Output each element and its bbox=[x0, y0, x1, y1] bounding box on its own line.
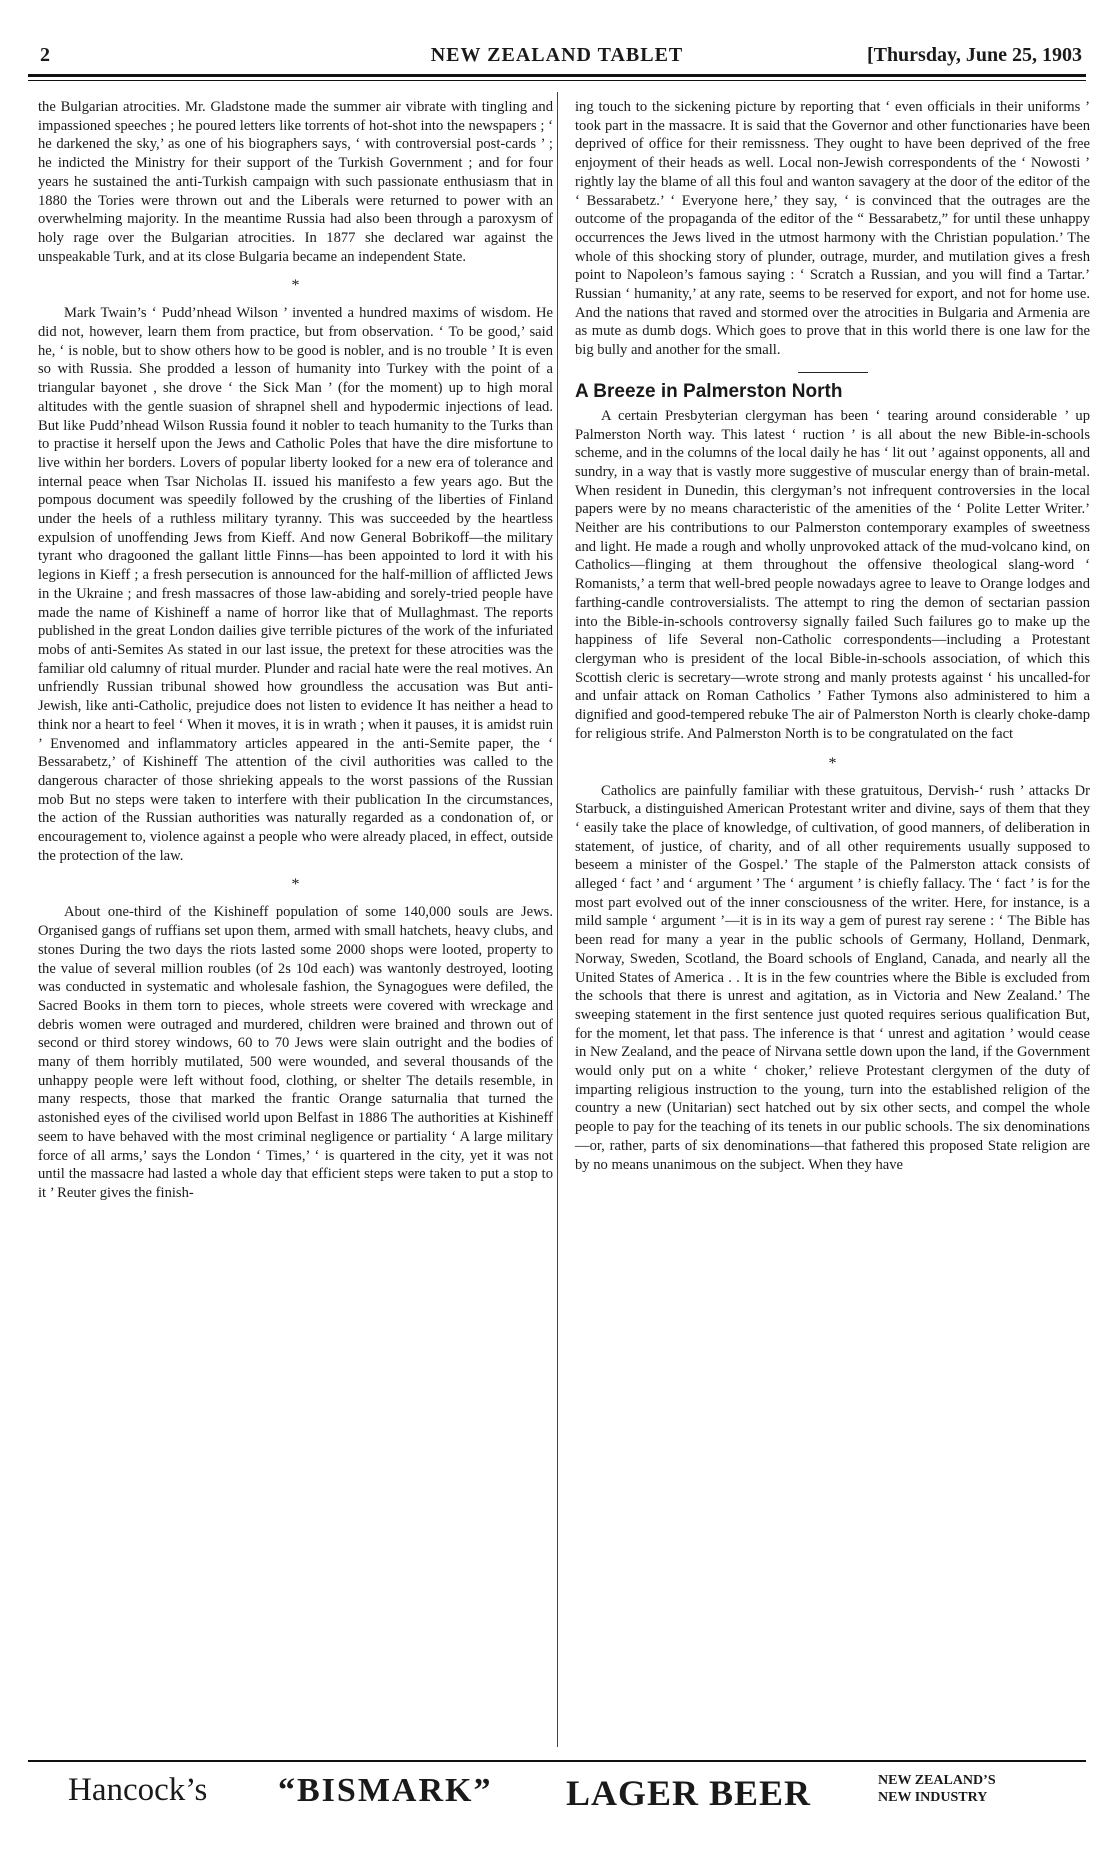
article-paragraph: Mark Twain’s ‘ Pudd’nhead Wilson ’ invented a hundred maxims of wisdom. He did not, however, learn them from practice, but from observation. ‘ To be good,’ said he, ‘ is noble, but to show others how to be good is nobler, and is no trouble ’ It is even so with Russia. She prodded a lesson of humanity into Turkey with the point of a triangular bayonet , she drove ‘ the Sick Man ’ (for the moment) up to high moral altitudes with the gentle suasion of shrapnel shell and hypodermic injections of lead. But like Pudd’nhead Wilson Russia found it nobler to teach humanity to the Turks than to practise it herself upon the Jews and Catholic Poles that have the dire misfortune to live within her borders. Lovers of popular liberty looked for a new era of tolerance and internal peace when Tsar Nicholas II. issued his manifesto a few years ago. But the pompous document was speedily followed by the crushing of the liberties of Finland under the heels of a ruthless military tyranny. This was succeeded by the heartless expulsion of unoffending Jews from Kieff. And now General Bobrikoff—the military tyrant who dragooned the gallant little Finns—has been appointed to lord it with his legions in Kieff ; a fresh persecution is announced for the half-million of afflicted Jews in the Ukraine ; and fresh massacres of those law-abiding and sorely-tried people have made the name of Kishineff a name of horror like that of Mullaghmast. The reports published in the great London dailies give terrible pictures of the work of the infuriated mobs of anti-Semites As stated in our last issue, the pretext for these atrocities was the familiar old calumny of ritual murder. Plunder and racial hate were the real motives. An unfriendly Russian tribunal showed how groundless the accusation was But anti-Jewish, like anti-Catholic, prejudice does not listen to evidence It has neither a head to think nor a heart to feel ‘ When it moves, it is in wrath ; when it pauses, it is amidst ruin ’ Envenomed and inflammatory articles appeared in the anti-Semite paper, the ‘ Bessarabetz,’ of Kishineff The attention of the civil authorities was called to the dangerous character of those shrieking appeals to the worst passions of the Russian mob But no steps were taken to interfere with their publication In the circumstances, the action of the Russian authorities was naturally regarded as a condonation of, or encouragement to, violence against a people who were already placed, in effect, outside the protection of the law. bbox=[38, 305, 553, 864]
ad-tagline-line2: NEW INDUSTRY bbox=[878, 1790, 988, 1805]
column-divider bbox=[557, 92, 558, 1747]
issue-date: [Thursday, June 25, 1903 bbox=[866, 44, 1082, 66]
page-header bbox=[28, 40, 1086, 72]
footer-rule bbox=[28, 1760, 1086, 1762]
header-rule-thin bbox=[28, 80, 1086, 81]
article-paragraph: the Bulgarian atrocities. Mr. Gladstone made the summer air vibrate with tingling and impassioned speeches ; he poured letters like torrents of hot-shot into the newspapers ; ‘ he darkened the sky,’ as one of his biographers says, ‘ with controversial post-cards ’ ; he indicted the Ministry for their support of the Turkish Government ; and for four years he sustained the anti-Turkish campaign with such passionate enthusiasm that in 1880 the Tories were thrown out and the Liberals were returned to power with an overwhelming majority. In the meantime Russia had also been through a paroxysm of holy rage over the Bulgarian atrocities. In 1877 she declared war against the unspeakable Turk, and at its close Bulgaria became an independent State. bbox=[38, 99, 553, 265]
left-column bbox=[38, 98, 553, 1203]
article-paragraph: Catholics are painfully familiar with these gratuitous, Dervish-‘ rush ’ attacks Dr Starbuck, a distinguished American Protestant writer and divine, says of them that they ‘ easily take the place of knowledge, of cultivation, of good manners, of deliberation in statement, of justice, of charity, and of all other requirements usually supposed to beseem a minister of the Gospel.’ The staple of the Palmerston attack consists of alleged ‘ fact ’ and ‘ argument ’ The ‘ argument ’ is chiefly fallacy. The ‘ fact ’ is for the most part evolved out of the inner consciousness of the writer. Here, for instance, is a mild sample ‘ argument ’—it is in its way a gem of purest ray serene : ‘ The Bible has been read for many a year in the public schools of Germany, Holland, Denmark, Norway, Sweden, Scotland, the Board schools of England, Canada, and nearly all the United States of America . . It is in the few countries where the Bible is excluded from the schools that there is unrest and agitation, as in Victoria and New Zealand.’ The sweeping statement in the first sentence just quoted requires serious qualification But, for the moment, let that pass. The inference is that ‘ unrest and agitation ’ would cease in New Zealand, and the peace of Nirvana settle down upon the land, if the Government would only put on a white ‘ choker,’ relieve Protestant clergymen of the duty of imparting religious instruction to the young, turn into the established religion of the country a new (Unitarian) sect hatched out by six other sects, and compel the whole people to pay for the teaching of its tenets in our public schools. The six denominations—or, rather, parts of six denominations—that fathered this proposed State religion are by no means unanimous on the subject. When they have bbox=[575, 782, 1090, 1173]
separator-star: * bbox=[291, 876, 300, 894]
ad-tagline-line1: NEW ZEALAND’S bbox=[878, 1773, 996, 1788]
ad-brand: Hancock’s bbox=[68, 1772, 208, 1808]
section-divider bbox=[798, 372, 868, 373]
ad-type: LAGER BEER bbox=[566, 1773, 812, 1813]
article-paragraph: ing touch to the sickening picture by reporting that ‘ even officials in their uniforms ’ took part in the massacre. It is said that the Governor and other functionaries have been deprived of office for their remissness. They ought to have been deprived of the free enjoyment of their heads as well. Local non-Jewish correspondents of the ‘ Nowosti ’ rightly lay the blame of all this foul and wanton savagery at the door of the editor of the ‘ Bessarabetz.’ ‘ Everyone here,’ they say, ‘ is convinced that the outrages are the outcome of the propaganda of the editor of the “ Bessarabetz,” for until these unhappy occurrences the Jews lived in the utmost harmony with the Christian population.’ The whole of this shocking story of plunder, outrage, murder, and mutilation gives a fresh point to Napoleon’s famous saying : ‘ Scratch a Russian, and you will find a Tartar.’ Russian ‘ humanity,’ at any rate, seems to be reserved for export, and not for home use. And the nations that raved and stormed over the atrocities in Bulgaria and Armenia are as mute as dumb dogs. Which goes to prove that in this world there is one law for the big bully and another for the small. bbox=[575, 99, 1090, 359]
header-rule bbox=[28, 74, 1086, 77]
publication-title: NEW ZEALAND TABLET bbox=[430, 44, 684, 66]
advertisement-banner bbox=[28, 1768, 1086, 1828]
article-paragraph: A certain Presbyterian clergyman has been ‘ tearing around considerable ’ up Palmerston North way. This latest ‘ ruction ’ is all about the new Bible-in-schools scheme, and in the columns of the local daily he has ‘ lit out ’ against opponents, all and sundry, in a way that is vastly more suggestive of muscular energy than of brain-metal. When resident in Dunedin, this clergyman’s not infrequent controversies in the local papers were by no means characteristic of the amenities of the ‘ Polite Letter Writer.’ Neither are his contributions to our Palmerston contemporary examples of sweetness and light. He made a rough and wholly unprovoked attack of the mud-volcano kind, on Catholics—flinging at them throughout the offensive theological slang-word ‘ Romanists,’ a term that well-bred people nowadays agree to leave to Orange lodges and farthing-candle controversialists. The attempt to ring the demon of sectarian passion into the Bible-in-schools controversy signally failed Such failures go to make up the happiness of life Several non-Catholic correspondents—including a Protestant clergyman who is president of the local Bible-in-schools association, of which this Scottish cleric is secretary—wrote strong and manly protests against ‘ his uncalled-for and unfair attack on Roman Catholics ’ Father Tymons also administered to him a dignified and good-tempered rebuke The air of Palmerston North is clearly choke-damp for religious strife. And Palmerston North is to be congratulated on the fact bbox=[575, 407, 1090, 742]
section-heading: A Breeze in Palmerston North bbox=[575, 380, 843, 402]
separator-star: * bbox=[828, 754, 837, 772]
separator-star: * bbox=[291, 277, 300, 295]
page-number: 2 bbox=[40, 44, 50, 66]
article-paragraph: About one-third of the Kishineff population of some 140,000 souls are Jews. Organised gangs of ruffians set upon them, armed with small hatchets, heavy clubs, and stones During the two days the riots lasted some 2000 shops were looted, property to the value of several million roubles (of 2s 10d each) was wantonly destroyed, looting was conducted in systematic and wholesale fashion, the Synagogues were defiled, the Sacred Books in them torn to pieces, whole streets were covered with wreckage and debris women were outraged and murdered, children were brained and thrown out of second or third storey windows, 60 to 70 Jews were slain outright and the bodies of many of them horribly mutilated, 500 were wounded, and several thousands of the unhappy people were left without food, clothing, or shelter The details resemble, in many respects, those that marked the frantic Orange saturnalia that turned the astonished eyes of the civilised world upon Belfast in 1886 The authorities at Kishineff seem to have behaved with the most criminal negligence or partiality ‘ A large military force of all arms,’ says the London ‘ Times,’ ‘ is quartered in the city, yet it was not until the massacre had lasted a whole day that efficient steps were taken to put a stop to it ’ Reuter gives the finish- bbox=[38, 904, 553, 1201]
ad-tagline bbox=[878, 1772, 996, 1806]
ad-product: “BISMARK” bbox=[278, 1772, 493, 1809]
right-column bbox=[575, 98, 1090, 1174]
